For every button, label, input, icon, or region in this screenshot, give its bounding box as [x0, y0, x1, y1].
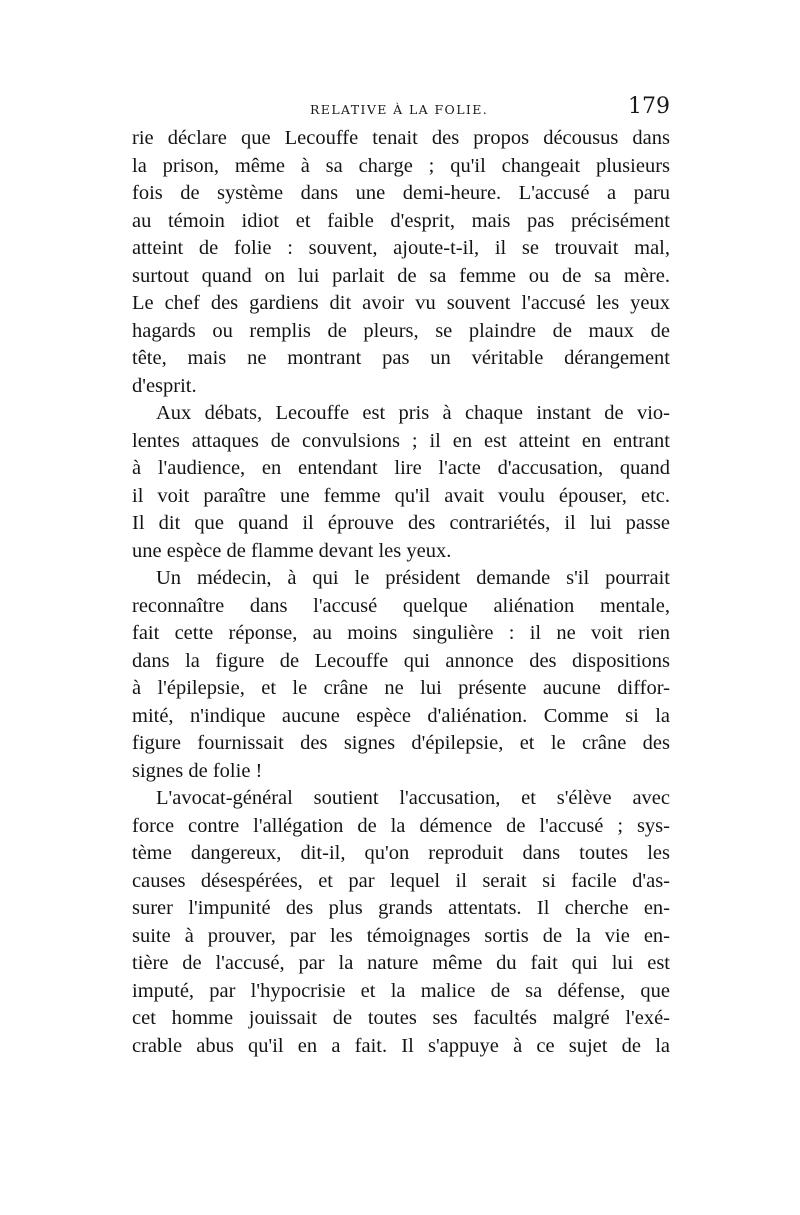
page-number: 179 — [628, 94, 670, 119]
text-line: d'esprit. — [132, 374, 197, 397]
text-line: tière de l'accusé, par la nature même du fait qui lui est — [132, 952, 670, 974]
text-line: crable abus qu'il en a fait. Il s'appuye à ce sujet de la — [132, 1034, 670, 1057]
text-line: à l'audience, en entendant lire l'acte d'accusation, quand — [132, 457, 670, 479]
text-line: figure fournissait des signes d'épilepsie, et le crâne des — [132, 732, 670, 754]
text-line: surer l'impunité des plus grands attentats. Il cherche en- — [132, 897, 670, 919]
text-line: rie déclare que Lecouffe tenait des propos décousus dans — [132, 127, 670, 149]
text-line: tème dangereux, dit-il, qu'on reproduit dans toutes les — [132, 842, 670, 864]
text-line: suite à prouver, par les témoignages sortis de la vie en- — [132, 924, 670, 947]
text-line: tête, mais ne montrant pas un véritable dérangement — [132, 347, 670, 369]
text-line: surtout quand on lui parlait de sa femme ou de sa mère. — [132, 264, 670, 287]
text-line: hagards ou remplis de pleurs, se plaindre de maux de — [132, 319, 670, 342]
body-text — [132, 125, 670, 1060]
text-line: au témoin idiot et faible d'esprit, mais pas précisément — [132, 209, 670, 232]
text-line: Un médecin, à qui le président demande s'il pourrait — [156, 567, 670, 589]
text-line: Le chef des gardiens dit avoir vu souvent l'accusé les yeux — [132, 292, 670, 314]
text-line: atteint de folie : souvent, ajoute-t-il, il se trouvait mal, — [132, 237, 670, 259]
text-line: il voit paraître une femme qu'il avait voulu épouser, etc. — [132, 484, 670, 507]
text-line: force contre l'allégation de la démence de l'accusé ; sys- — [132, 814, 670, 837]
text-line: reconnaître dans l'accusé quelque aliénation mentale, — [132, 594, 670, 617]
page-header — [132, 94, 670, 124]
text-line: signes de folie ! — [132, 759, 263, 782]
text-line: causes désespérées, et par lequel il serait si facile d'as- — [132, 869, 670, 892]
text-line: Aux débats, Lecouffe est pris à chaque instant de vio- — [156, 402, 670, 424]
text-line: Il dit que quand il éprouve des contrariétés, il lui passe — [132, 512, 670, 534]
text-line: lentes attaques de convulsions ; il en est atteint en entrant — [132, 429, 670, 452]
text-line: fait cette réponse, au moins singulière : il ne voit rien — [132, 622, 670, 644]
text-line: fois de système dans une demi-heure. L'accusé a paru — [132, 182, 670, 204]
text-line: la prison, même à sa charge ; qu'il changeait plusieurs — [132, 154, 670, 177]
text-line: une espèce de flamme devant les yeux. — [132, 539, 452, 562]
text-line: dans la figure de Lecouffe qui annonce des dispositions — [132, 649, 670, 672]
text-line: imputé, par l'hypocrisie et la malice de sa défense, que — [132, 979, 670, 1002]
text-line: mité, n'indique aucune espèce d'aliénation. Comme si la — [132, 704, 670, 727]
text-line: L'avocat-général soutient l'accusation, et s'élève avec — [156, 787, 670, 809]
text-line: cet homme jouissait de toutes ses facultés malgré l'exé- — [132, 1007, 670, 1029]
running-title: RELATIVE À LA FOLIE. — [310, 102, 489, 117]
text-line: à l'épilepsie, et le crâne ne lui présente aucune diffor- — [132, 677, 670, 699]
